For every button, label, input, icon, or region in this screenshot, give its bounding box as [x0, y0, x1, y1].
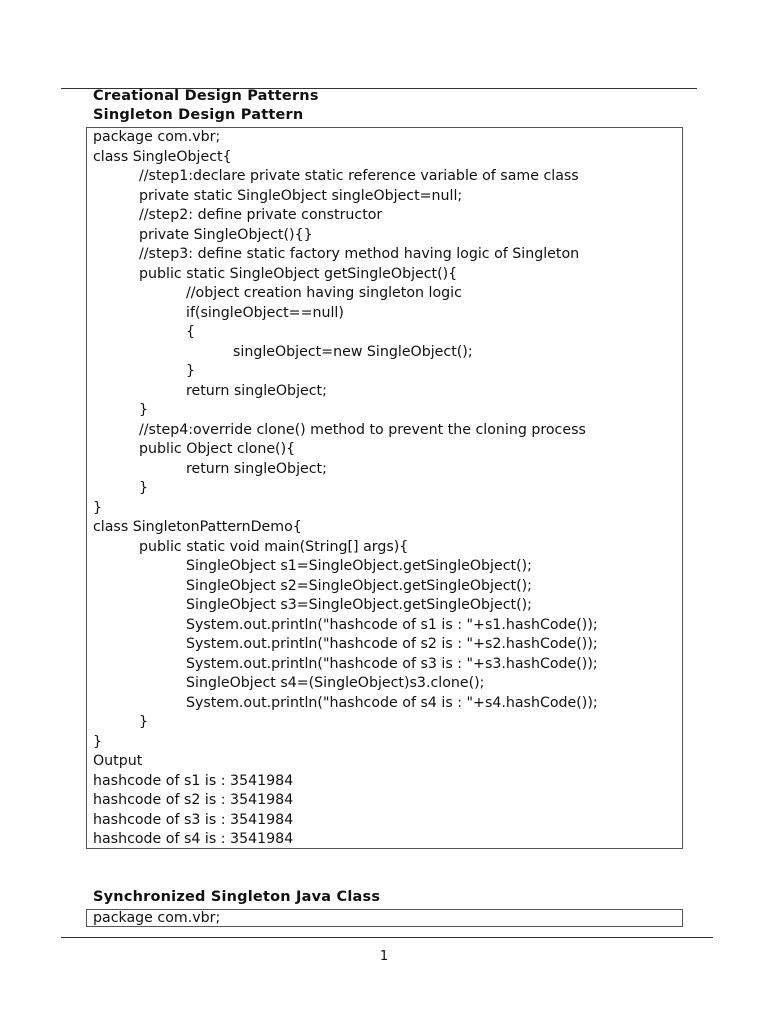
code-line: } [139, 480, 149, 496]
code-line: hashcode of s3 is : 3541984 [93, 811, 294, 828]
code-line: class SingletonPatternDemo{ [93, 519, 302, 535]
code-line: hashcode of s1 is : 3541984 [93, 772, 294, 789]
synchronized-heading: Synchronized Singleton Java Class [93, 889, 381, 905]
code-line: { [186, 324, 196, 340]
code-line: public static void main(String[] args){ [139, 538, 409, 555]
code-line: class SingleObject{ [93, 148, 232, 165]
code-line: System.out.println("hashcode of s3 is : "+s3.hashCode()); [186, 655, 598, 672]
code-line: } [139, 714, 149, 730]
footer-rule [61, 937, 713, 938]
synchronized-code-block [86, 909, 683, 927]
code-line: private SingleObject(){} [139, 226, 313, 243]
code-line: SingleObject s1=SingleObject.getSingleObject(); [186, 558, 532, 574]
code-line: System.out.println("hashcode of s4 is : "+s4.hashCode()); [186, 694, 598, 711]
code-line: } [93, 733, 103, 750]
code-line: //step2: define private constructor [139, 207, 383, 223]
code-line: //step3: define static factory method having logic of Singleton [139, 246, 580, 262]
code-line: } [139, 402, 149, 418]
code-line: System.out.println("hashcode of s2 is : "+s2.hashCode()); [186, 636, 598, 652]
code-line: return singleObject; [186, 460, 327, 477]
code-line: public Object clone(){ [139, 441, 296, 457]
code-line: public static SingleObject getSingleObject(){ [139, 265, 458, 282]
code-line: } [93, 499, 103, 516]
code-line: Output [93, 753, 143, 769]
code-line: private static SingleObject singleObject=null; [139, 187, 463, 204]
page-number: 1 [379, 949, 389, 964]
code-line: return singleObject; [186, 382, 327, 399]
code-line: SingleObject s3=SingleObject.getSingleObject(); [186, 597, 532, 613]
code-line: SingleObject s2=SingleObject.getSingleObject(); [186, 577, 532, 594]
code-line: package com.vbr; [93, 129, 221, 145]
code-line: //step4:override clone() method to prevent the cloning process [139, 421, 586, 438]
singleton-code-block [86, 127, 683, 849]
section-heading: Creational Design Patterns [93, 88, 319, 104]
code-line: System.out.println("hashcode of s1 is : "+s1.hashCode()); [186, 616, 598, 633]
code-line: SingleObject s4=(SingleObject)s3.clone(); [186, 675, 485, 691]
code-line: //step1:declare private static reference variable of same class [139, 168, 579, 184]
code-line: if(singleObject==null) [186, 304, 344, 321]
subsection-heading: Singleton Design Pattern [93, 107, 304, 123]
code-line: hashcode of s2 is : 3541984 [93, 792, 294, 808]
code-line: hashcode of s4 is : 3541984 [93, 831, 294, 847]
code-line: } [186, 363, 196, 379]
code-line: package com.vbr; [93, 910, 221, 926]
code-line: singleObject=new SingleObject(); [233, 343, 473, 360]
code-line: //object creation having singleton logic [186, 285, 462, 301]
